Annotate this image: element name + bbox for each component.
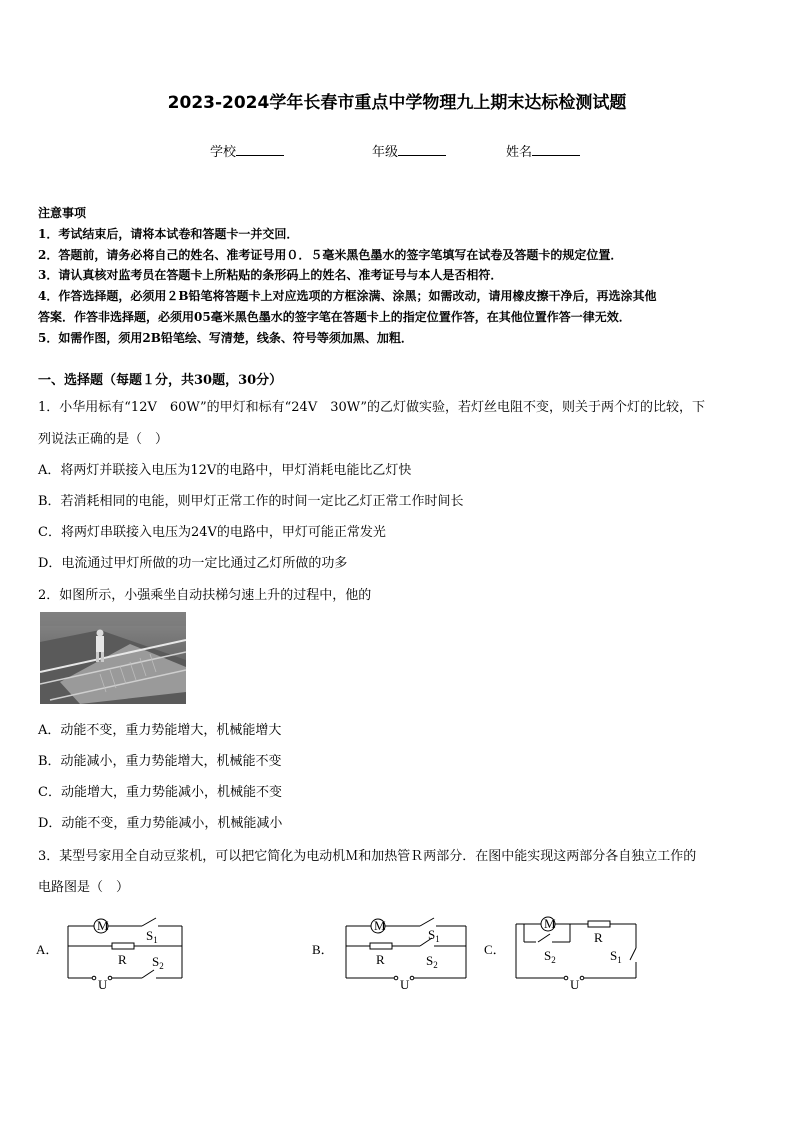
s2-subscript: 2 [159,961,164,971]
q1-stem: 1．小华用标有“12V 60W”的甲灯和标有“24V 30W”的乙灯做实验，若灯丝电阻不变，则关于两个灯的比较，下 [38,400,706,415]
resistor-icon [112,943,134,949]
note-item: 3．请认真核对监考员在答题卡上所粘贴的条形码上的姓名、准考证号与本人是否相符． [38,268,503,282]
grade-label: 年级 [372,145,399,160]
q2-option-c[interactable]: C．动能增大，重力势能减小，机械能不变 [38,785,282,800]
s1-label [146,928,158,945]
motor-label: M [374,918,386,933]
q2-option-b[interactable]: B．动能减小，重力势能增大，机械能不变 [38,754,282,769]
name-blank[interactable] [532,143,580,156]
s2-subscript: 2 [551,955,556,965]
resistor-icon [370,943,392,949]
escalator-photo [40,612,186,704]
r-label: R [118,952,127,967]
s1-letter: S [610,948,618,963]
terminal-icon [410,976,414,980]
grade-field[interactable] [372,141,446,160]
s2-subscript: 2 [433,960,438,970]
q1-option-b[interactable]: B．若消耗相同的电能，则甲灯正常工作的时间一定比乙灯正常工作时间长 [38,494,464,509]
switch-s2-icon [538,934,550,942]
s1-subscript: 1 [617,955,622,965]
circuit-c-label: C． [484,942,506,957]
switch-s1-icon [420,918,434,926]
q1-stem-cont: 列说法正确的是（ ） [38,432,169,447]
s2-label [426,953,438,970]
r-label: R [376,952,385,967]
resistor-icon [588,921,610,927]
s1-letter: S [146,928,154,943]
note-item: 1．考试结束后，请将本试卷和答题卡一并交回． [38,227,299,241]
q3-stem: 3．某型号家用全自动豆浆机，可以把它简化为电动机Ｍ和加热管Ｒ两部分．在图中能实现这两部分各自独立工作的 [38,849,697,864]
q2-stem: 2．如图所示，小强乘坐自动扶梯匀速上升的过程中，他的 [38,588,372,603]
terminal-icon [394,976,398,980]
circuit-c[interactable] [484,910,644,990]
motor-label: M [97,918,109,933]
motor-label: M [544,916,556,931]
s2-label [544,948,556,965]
s2-label [152,954,164,971]
s1-subscript: 1 [435,934,440,944]
s1-letter: S [428,927,436,942]
page-title: 2023-2024学年长春市重点中学物理九上期末达标检测试题 [167,93,627,113]
u-label: U [98,977,108,990]
s2-letter: S [544,948,552,963]
section-heading: 一、选择题（每题１分，共30题，30分） [38,373,283,388]
school-label: 学校 [210,145,237,160]
terminal-icon [92,976,96,980]
terminal-icon [564,976,568,980]
u-label: U [570,977,580,990]
notes-heading: 注意事项 [38,206,87,220]
s1-label [428,927,440,944]
note-item: 5．如需作图，须用2B铅笔绘、写清楚，线条、符号等须加黑、加粗． [38,331,413,345]
switch-s1-icon [142,918,156,926]
u-label: U [400,977,410,990]
r-label: R [594,930,603,945]
s1-label [610,948,622,965]
circuit-a[interactable] [36,910,196,990]
note-item: 答案．作答非选择题，必须用05毫米黑色墨水的签字笔在答题卡上的指定位置作答，在其他位置作答一律无效． [38,310,631,324]
s1-subscript: 1 [153,935,158,945]
switch-s2-icon [142,970,154,978]
circuit-a-label: A． [36,942,59,957]
note-item: 2．答题前，请务必将自己的姓名、准考证号用０．５毫米黑色墨水的签字笔填写在试卷及答题卡的规定位置． [38,248,623,262]
q2-option-d[interactable]: D．动能不变，重力势能减小，机械能减小 [38,816,283,831]
name-label: 姓名 [506,145,533,160]
school-field[interactable] [210,141,284,160]
terminal-icon [580,976,584,980]
q1-option-a[interactable]: A．将两灯并联接入电压为12V的电路中，甲灯消耗电能比乙灯快 [38,463,412,478]
s2-letter: S [426,953,434,968]
s2-letter: S [152,954,160,969]
terminal-icon [108,976,112,980]
circuit-b[interactable] [312,910,472,990]
note-item: 4．作答选择题，必须用２B铅笔将答题卡上对应选项的方框涂满、涂黑；如需改动，请用橡皮擦干净后，再选涂其他 [38,289,657,303]
grade-blank[interactable] [398,143,446,156]
name-field[interactable] [506,141,580,160]
circuit-b-label: B． [312,942,334,957]
school-blank[interactable] [236,143,284,156]
q1-option-c[interactable]: C．将两灯串联接入电压为24V的电路中，甲灯可能正常发光 [38,525,386,540]
q3-stem-cont: 电路图是（ ） [38,880,130,895]
q2-option-a[interactable]: A．动能不变，重力势能增大，机械能增大 [38,723,282,738]
switch-s1-icon [630,948,636,960]
q1-option-d[interactable]: D．电流通过甲灯所做的功一定比通过乙灯所做的功多 [38,556,348,571]
